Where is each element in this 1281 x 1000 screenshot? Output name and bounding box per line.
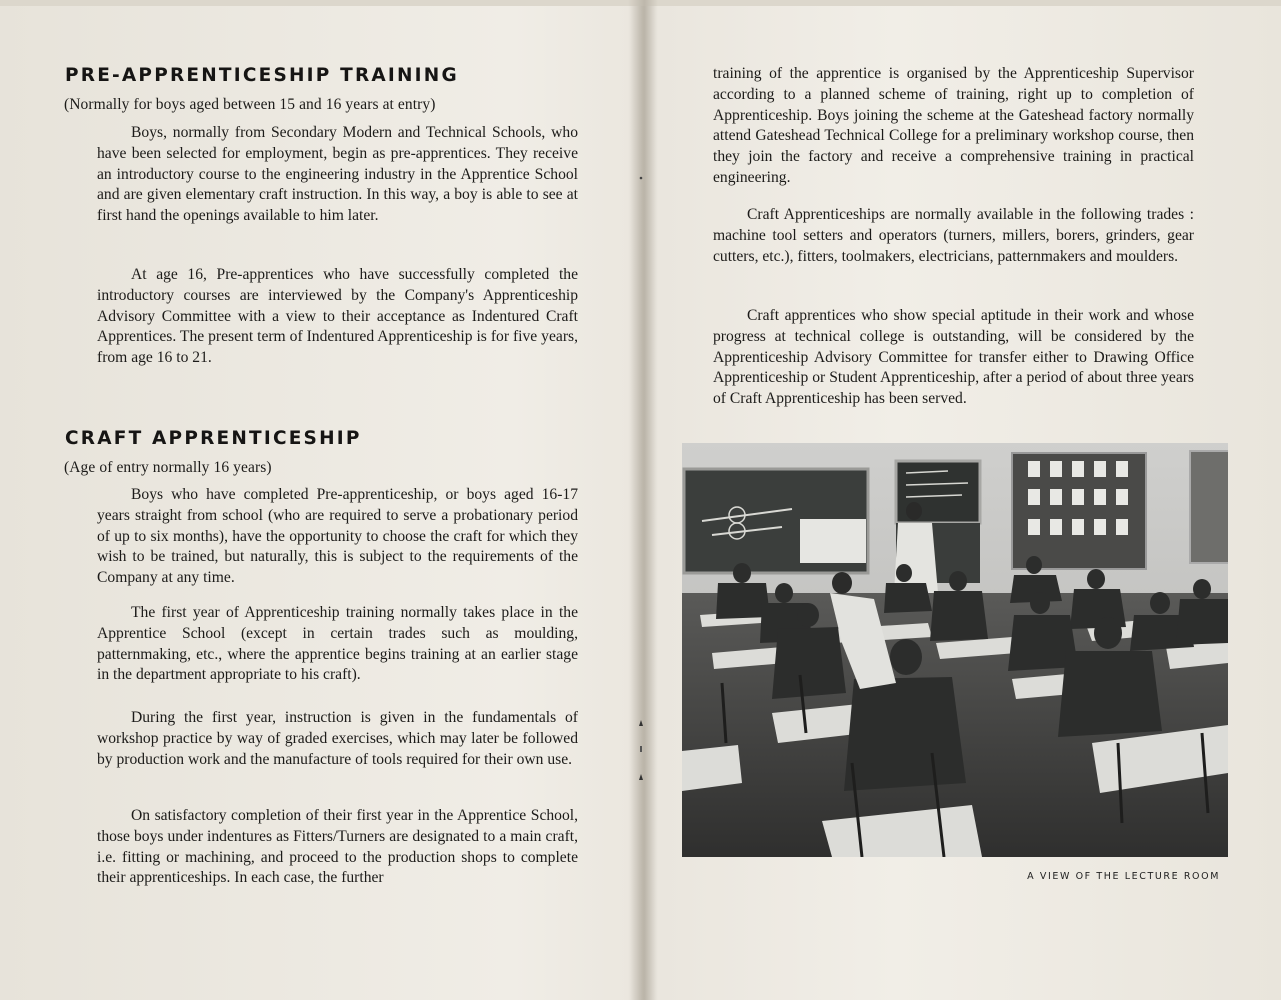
craft-apprenticeship-paragraph-2: The first year of Apprenticeship training normally takes place in the Apprentice School (except in certain trades such as moulding, patternmaking, etc., where the apprentice begins training at an earlier stage in the department appropriate to his craft). (97, 604, 578, 684)
craft-apprenticeship-subheading: (Age of entry normally 16 years) (64, 459, 272, 476)
right-paragraph-1: training of the apprentice is organised by the Apprenticeship Supervisor according to a planned scheme of training, right up to completion of Apprenticeship. Boys joining the scheme at the Gateshead factory normally attend Gateshead Technical College for a preliminary workshop course, then they join the factory and receive a comprehensive training in practical engineering. (713, 65, 1194, 186)
lecture-room-photo-image (682, 443, 1228, 857)
left-page (0, 0, 640, 1000)
pre-apprenticeship-paragraph-2: At age 16, Pre-apprentices who have successfully completed the introductory courses are interviewed by the Company's Apprenticeship Advisory Committee with a view to their acceptance as Indentured Craft Apprentices. The present term of Indentured Apprenticeship is for five years, from age 16 to 21. (97, 266, 578, 367)
right-paragraph-2: Craft Apprenticeships are normally available in the following trades : machine tool setters and operators (turners, millers, borers, grinders, gear cutters, etc.), fitters, toolmakers, electricians, patternmakers and moulders. (713, 206, 1194, 265)
pre-apprenticeship-paragraph-1: Boys, normally from Secondary Modern and Technical Schools, who have been selected for employment, begin as pre-apprentices. They receive an introductory course to the engineering industry in the Apprentice School and are given elementary craft instruction. In this way, a boy is able to see at first hand the openings available to him later. (97, 124, 578, 225)
craft-apprenticeship-paragraph-1: Boys who have completed Pre-apprenticeship, or boys aged 16-17 years straight from school (who are required to serve a probationary period of up to six months), have the opportunity to choose the craft for which they wish to be trained, but naturally, this is subject to the requirements of the Company at any time. (97, 486, 578, 587)
pre-apprenticeship-subheading: (Normally for boys aged between 15 and 16 years at entry) (64, 96, 436, 113)
pre-apprenticeship-heading: PRE-APPRENTICESHIP TRAINING (65, 65, 459, 86)
lecture-room-photo (682, 443, 1228, 857)
craft-apprenticeship-paragraph-3: During the first year, instruction is given in the fundamentals of workshop practice by way of graded exercises, which may later be followed by production work and the manufacture of tools required for their own use. (97, 709, 578, 768)
photo-caption: A VIEW OF THE LECTURE ROOM (1027, 871, 1220, 882)
craft-apprenticeship-heading: CRAFT APPRENTICESHIP (65, 428, 362, 449)
craft-apprenticeship-paragraph-4: On satisfactory completion of their first year in the Apprentice School, those boys under indentures as Fitters/Turners are designated to a main craft, i.e. fitting or machining, and proceed to the production shops to complete their apprenticeships. In each case, the further (97, 807, 578, 887)
right-paragraph-3: Craft apprentices who show special aptitude in their work and whose progress at technical college is outstanding, will be considered by the Apprenticeship Advisory Committee for transfer either to Drawing Office Apprenticeship or Student Apprenticeship, after a period of about three years of Craft Apprenticeship has been served. (713, 307, 1194, 408)
